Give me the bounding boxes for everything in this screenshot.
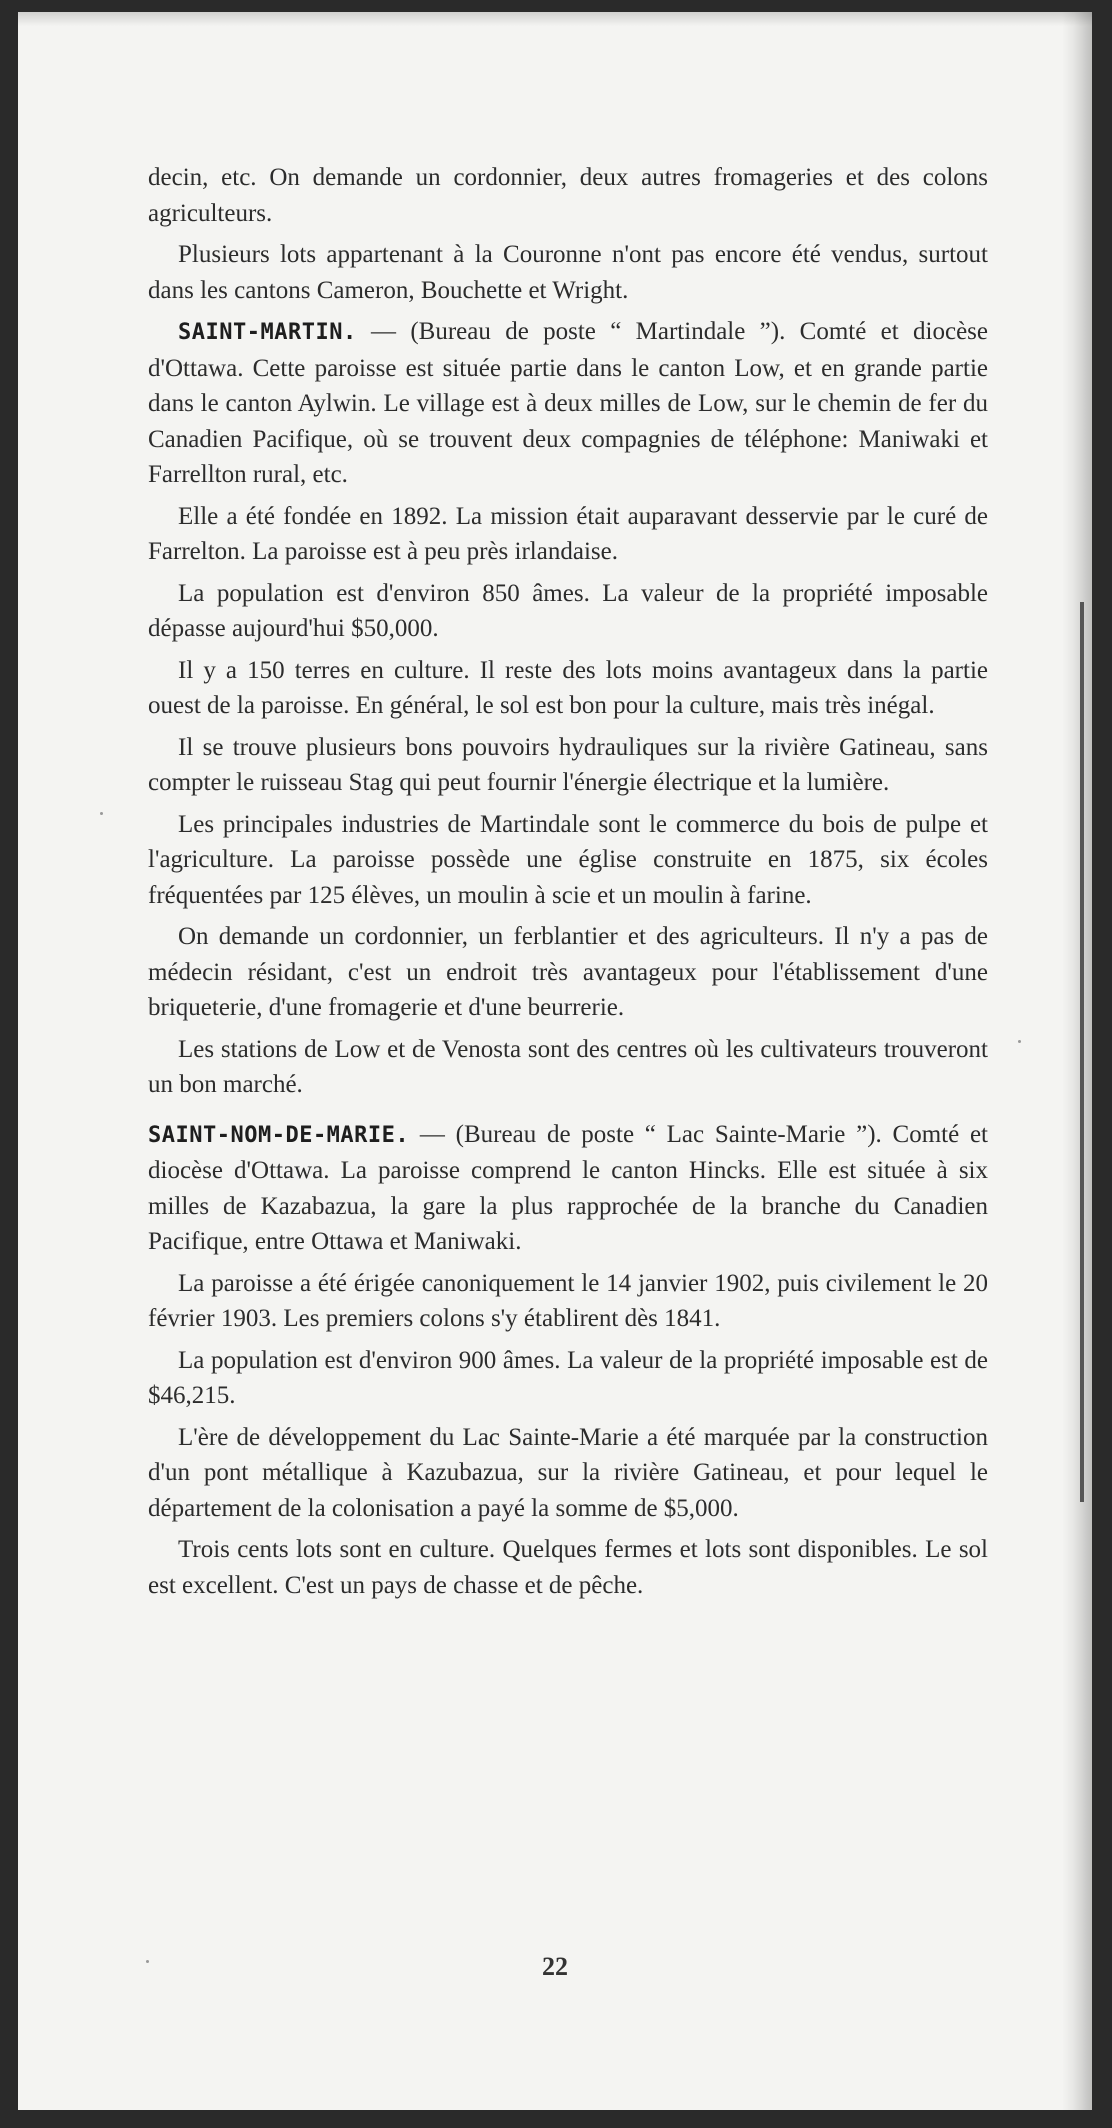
paragraph-saint-nom-de-marie — [148, 1117, 988, 1260]
paragraph-saint-martin — [148, 314, 988, 493]
paragraph: Trois cents lots sont en culture. Quelques fermes et lots sont disponibles. Le sol est excellent. C'est un pays de chasse et de pêche. — [148, 1536, 988, 1599]
scan-speck — [100, 812, 103, 815]
paragraph: Il se trouve plusieurs bons pouvoirs hydrauliques sur la rivière Gatineau, sans compter le ruisseau Stag qui peut fournir l'énergie électrique et la lumière. — [148, 733, 988, 796]
paragraph: decin, etc. On demande un cordonnier, deux autres fromageries et des colons agriculteurs. — [148, 164, 988, 227]
paragraph: On demande un cordonnier, un ferblantier et des agriculteurs. Il n'y a pas de médecin résidant, c'est un endroit très avantageux pour l'établissement d'une briqueterie, d'une fromagerie et d'une beurrerie. — [148, 923, 988, 1021]
paragraph: Les stations de Low et de Venosta sont des centres où les cultivateurs trouveront un bon marché. — [148, 1035, 988, 1098]
paragraph: La paroisse a été érigée canoniquement le 14 janvier 1902, puis civilement le 20 février 1903. Les premiers colons s'y établirent dès 1841. — [148, 1269, 988, 1332]
scan-speck — [146, 1960, 149, 1963]
page-top-shadow — [18, 12, 1092, 26]
section-heading-saint-nom-de-marie: SAINT-NOM-DE-MARIE. — [148, 1122, 410, 1148]
page-binding-shadow — [1062, 12, 1092, 2110]
scan-speck — [1018, 1040, 1021, 1043]
paragraph: Plusieurs lots appartenant à la Couronne n'ont pas encore été vendus, surtout dans les cantons Cameron, Bouchette et Wright. — [148, 241, 988, 304]
binding-mark — [1080, 602, 1084, 1502]
paragraph: L'ère de développement du Lac Sainte-Marie a été marquée par la construction d'un pont métallique à Kazubazua, sur la rivière Gatineau, et pour lequel le département de la colonisation a payé la somme de $5,000. — [148, 1423, 988, 1522]
paragraph: Il y a 150 terres en culture. Il reste des lots moins avantageux dans la partie ouest de la paroisse. En général, le sol est bon pour la culture, mais très inégal. — [148, 656, 988, 719]
paragraph-text: — (Bureau de poste “ Martindale ”). Comté et diocèse d'Ottawa. Cette paroisse est située partie dans le canton Low, et en grande partie dans le canton Aylwin. Le village est à deux milles de Low, sur le chemin de fer du Canadien Pacifique, où se trouvent deux compagnies de téléphone: Maniwaki et Farrellton rural, etc. — [148, 318, 988, 488]
paragraph: Elle a été fondée en 1892. La mission était auparavant desservie par le curé de Farrelton. La paroisse est à peu près irlandaise. — [148, 502, 988, 565]
paragraph: La population est d'environ 850 âmes. La valeur de la propriété imposable dépasse aujourd'hui $50,000. — [148, 579, 988, 642]
body-text — [148, 160, 988, 1609]
scanned-page — [18, 12, 1092, 2110]
page-number: 22 — [542, 1952, 568, 1981]
paragraph: Les principales industries de Martindale sont le commerce du bois de pulpe et l'agriculture. La paroisse possède une église construite en 1875, six écoles fréquentées par 125 élèves, un moulin à scie et un moulin à farine. — [148, 810, 988, 909]
paragraph-text: — (Bureau de poste “ Lac Sainte-Marie ”). Comté et diocèse d'Ottawa. La paroisse comprend le canton Hincks. Elle est située à six milles de Kazabazua, la gare la plus rapprochée de la branche du Canadien Pacifique, entre Ottawa et Maniwaki. — [148, 1120, 988, 1255]
paragraph: La population est d'environ 900 âmes. La valeur de la propriété imposable est de $46,215. — [148, 1346, 988, 1409]
section-heading-saint-martin: SAINT-MARTIN. — [178, 320, 357, 345]
